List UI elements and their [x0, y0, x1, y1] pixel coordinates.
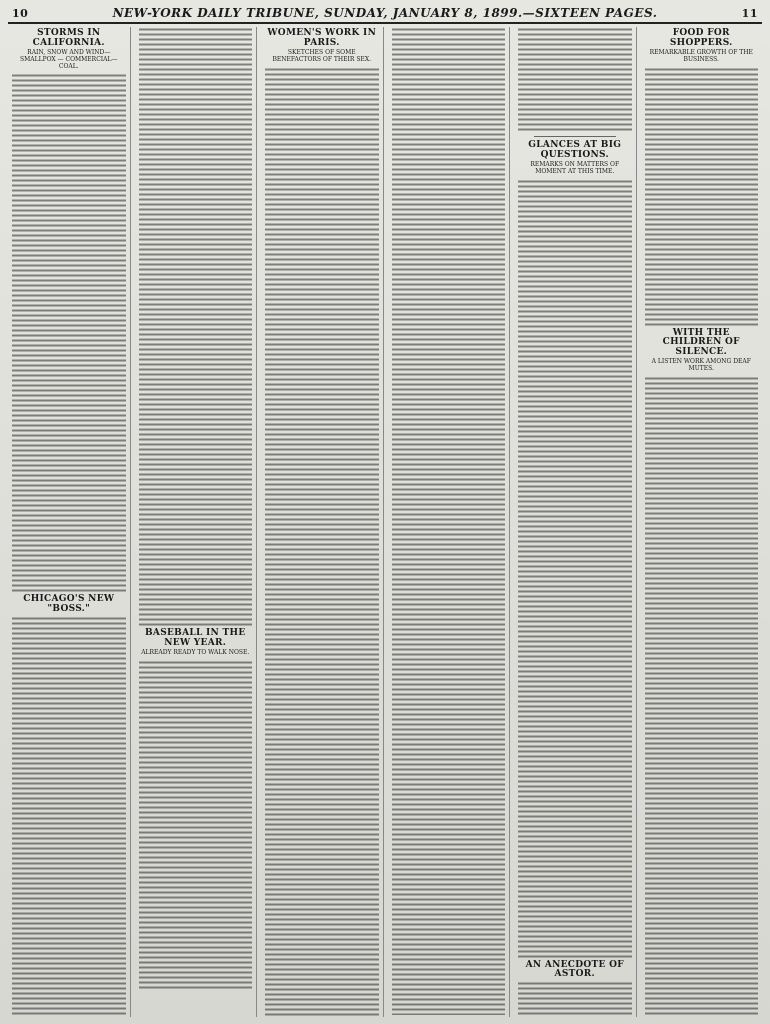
article-text — [518, 981, 632, 1017]
inline-subhead: ALREADY READY TO WALK NOSE. — [141, 648, 250, 656]
article-text — [12, 73, 126, 593]
article-text — [645, 376, 759, 1016]
page-number-right: 11 — [741, 7, 758, 20]
column-4 — [388, 27, 511, 1017]
article-text — [518, 27, 632, 132]
column-6 — [641, 27, 763, 1017]
subhead: SKETCHES OF SOME BENEFACTORS OF THEIR SEX. — [272, 48, 371, 63]
article-text — [139, 27, 253, 627]
headline: GLANCES AT BIG QUESTIONS. — [528, 140, 622, 160]
article-text — [12, 616, 126, 1017]
article-text — [392, 27, 506, 1015]
article-text — [645, 67, 759, 327]
subhead: REMARKS ON MATTERS OF MOMENT AT THIS TIME. — [530, 160, 620, 175]
inline-subhead: A LISTEN WORK AMONG DEAF MUTES. — [651, 358, 751, 373]
columns — [8, 27, 762, 1017]
column-2 — [135, 27, 258, 1017]
inline-headline: AN ANECDOTE OF ASTOR. — [525, 959, 624, 980]
masthead — [8, 6, 762, 24]
inline-headline: CHICAGO'S NEW "BOSS." — [23, 594, 115, 615]
inline-headline: BASEBALL IN THE NEW YEAR. — [145, 628, 246, 648]
headline: FOOD FOR SHOPPERS. — [669, 28, 733, 48]
column-5 — [514, 27, 637, 1017]
newspaper-title: NEW-YORK DAILY TRIBUNE, SUNDAY, JANUARY 8, 1899.—SIXTEEN PAGES. — [112, 6, 658, 20]
article-text — [518, 179, 632, 959]
article-text — [139, 660, 253, 990]
page-number-left: 10 — [12, 7, 29, 20]
headline: STORMS IN CALIFORNIA. — [32, 28, 105, 48]
subhead: REMARKABLE GROWTH OF THE BUSINESS. — [649, 48, 753, 63]
subhead: RAIN, SNOW AND WIND—SMALLPOX — COMMERCIAL—COAL. — [20, 48, 118, 70]
inline-headline: WITH THE CHILDREN OF SILENCE. — [662, 327, 740, 358]
headline: WOMEN'S WORK IN PARIS. — [267, 28, 377, 48]
column-3 — [261, 27, 384, 1017]
column-1 — [8, 27, 131, 1017]
article-text — [265, 67, 379, 1017]
